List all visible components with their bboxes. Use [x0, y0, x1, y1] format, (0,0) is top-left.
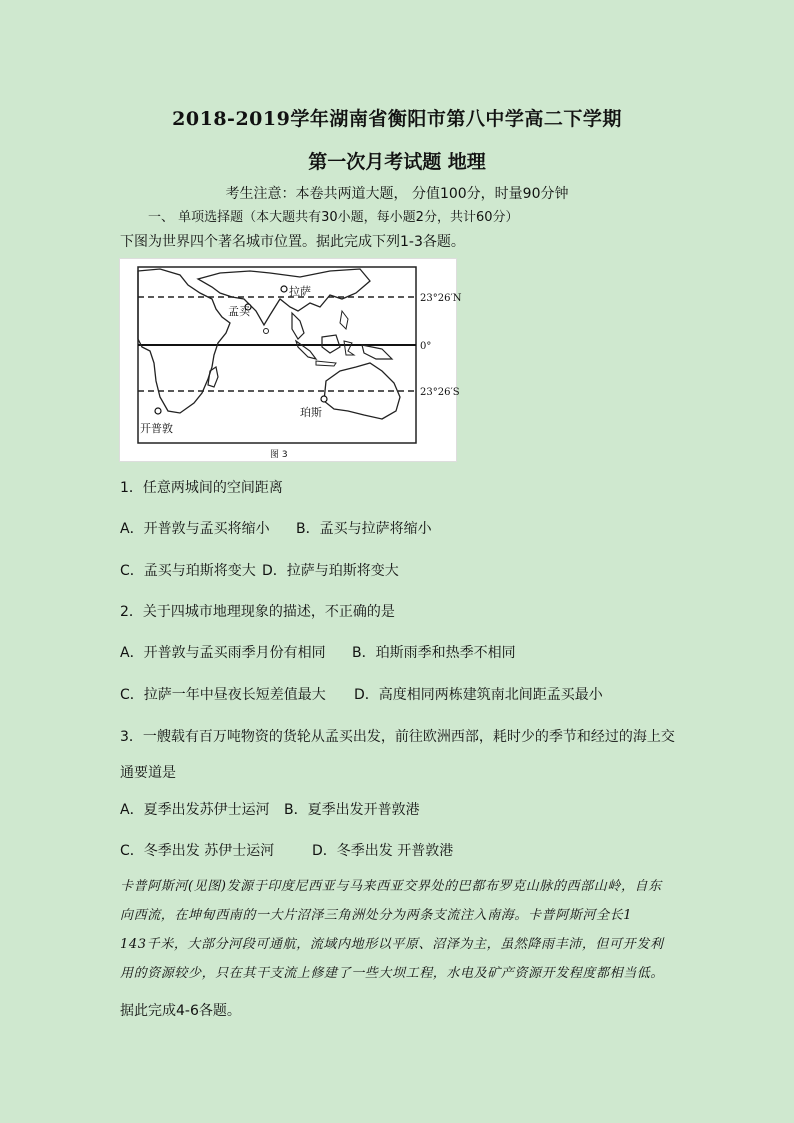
southeast-asia-landmass	[292, 313, 304, 339]
sumatra-island	[296, 341, 316, 359]
world-map	[120, 259, 462, 461]
map-intro: 下图为世界四个著名城市位置。据此完成下列1-3各题。	[120, 234, 465, 250]
question-2-option-a[interactable]: A．开普敦与孟买雨季月份有相同	[120, 645, 326, 661]
passage-line-2: 向西流，在坤甸西南的一大片沼泽三角洲处分为两条支流注入南海。卡普阿斯河全长1	[120, 908, 633, 923]
perth-label: 珀斯	[300, 406, 322, 419]
philippines-island	[340, 311, 348, 329]
question-3-option-c[interactable]: C．冬季出发 苏伊士运河	[120, 843, 275, 859]
equator-label: 0°	[420, 341, 432, 352]
passage-line-1: 卡普阿斯河(见图)发源于印度尼西亚与马来西亚交界处的巴都布罗克山脉的西部山岭，自东	[120, 879, 662, 894]
question-3-stem-line1: 3．一艘载有百万吨物资的货轮从孟买出发，前往欧洲西部，耗时少的季节和经过的海上交	[120, 729, 675, 745]
tropic-capricorn-label: 23°26′S	[420, 387, 460, 398]
question-1-stem: 1．任意两城间的空间距离	[120, 480, 283, 496]
capetown-label: 开普敦	[140, 422, 173, 435]
passage-instruction: 据此完成4-6各题。	[120, 1003, 241, 1019]
question-2-stem: 2．关于四城市地理现象的描述，不正确的是	[120, 604, 395, 620]
figure-caption: 图 3	[270, 450, 288, 460]
mumbai-label: 孟买	[228, 305, 250, 318]
question-2-option-d[interactable]: D．高度相同两栋建筑南北间距孟买最小	[354, 687, 603, 703]
sulawesi-island	[344, 341, 354, 355]
lhasa-marker	[281, 286, 287, 292]
passage-line-3: 143千米，大部分河段可通航，流域内地形以平原、沼泽为主，虽然降雨丰沛，但可开发利	[120, 937, 664, 952]
question-1-option-d[interactable]: D．拉萨与珀斯将变大	[262, 563, 399, 579]
question-2-option-c[interactable]: C．拉萨一年中昼夜长短差值最大	[120, 687, 326, 703]
exam-notice: 考生注意：本卷共两道大题， 分值100分，时量90分钟	[225, 186, 569, 202]
question-3-stem-line2: 通要道是	[120, 765, 176, 781]
question-2-option-b[interactable]: B．珀斯雨季和热季不相同	[352, 645, 516, 661]
madagascar-landmass	[208, 367, 218, 387]
lhasa-label: 拉萨	[289, 285, 311, 298]
question-1-option-c[interactable]: C．孟买与珀斯将变大	[120, 563, 256, 579]
capetown-marker	[155, 408, 161, 414]
world-map-figure	[119, 258, 462, 462]
exam-title: 2018-2019学年湖南省衡阳市第八中学高二下学期	[172, 108, 622, 130]
exam-subtitle: 第一次月考试题 地理	[308, 151, 486, 173]
question-1-option-a[interactable]: A．开普敦与孟买将缩小	[120, 521, 270, 537]
map-frame	[138, 267, 416, 443]
question-1-option-b[interactable]: B．孟买与拉萨将缩小	[296, 521, 432, 537]
question-3-option-d[interactable]: D．冬季出发 开普敦港	[312, 843, 454, 859]
passage-line-4: 用的资源较少，只在其干支流上修建了一些大坝工程，水电及矿产资源开发程度都相当低。	[120, 966, 665, 981]
java-island	[316, 361, 336, 366]
new-guinea-island	[362, 345, 392, 359]
section-heading: 一、 单项选择题（本大题共有30小题，每小题2分，共计60分）	[148, 210, 519, 225]
tropic-cancer-label: 23°26′N	[420, 293, 462, 304]
question-3-option-a[interactable]: A．夏季出发苏伊士运河	[120, 802, 270, 818]
perth-marker	[321, 396, 327, 402]
question-3-option-b[interactable]: B．夏季出发开普敦港	[284, 802, 420, 818]
